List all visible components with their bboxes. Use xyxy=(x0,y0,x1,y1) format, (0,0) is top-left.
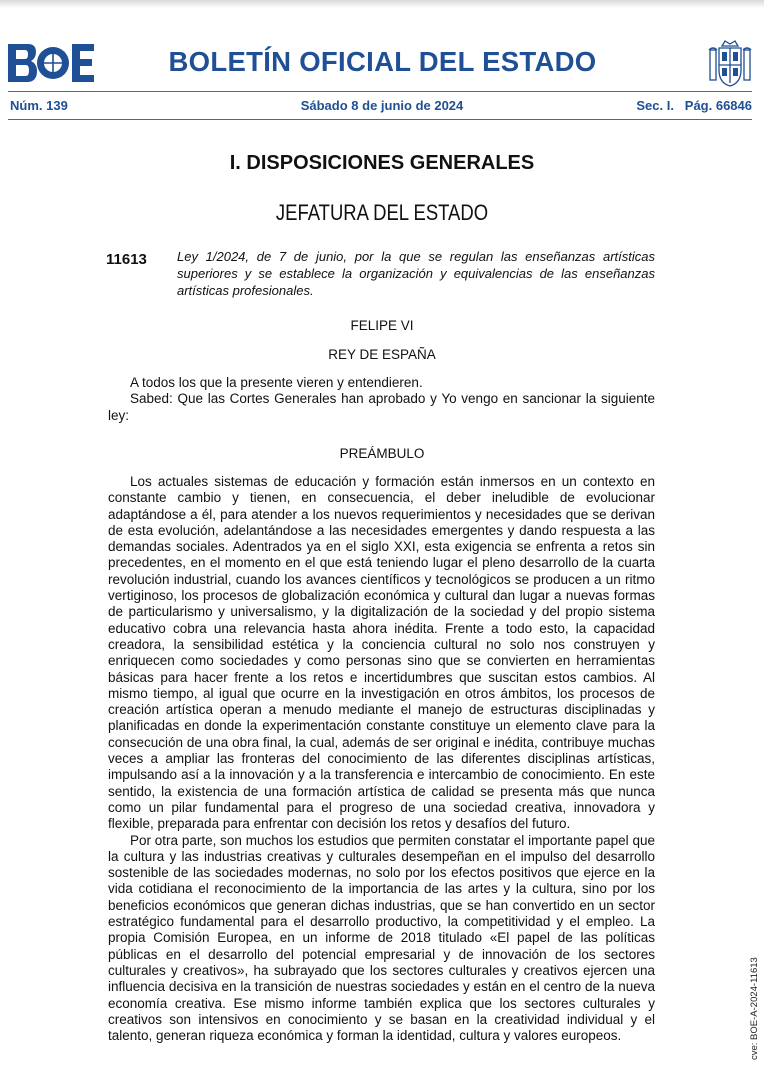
issue-date: Sábado 8 de junio de 2024 xyxy=(300,98,464,113)
document-number: 11613 xyxy=(106,251,147,268)
intro-paragraph: A todos los que la presente vieren y entendieren. xyxy=(130,375,423,390)
section-title: I. DISPOSICIONES GENERALES xyxy=(229,152,535,174)
document-title: Ley 1/2024, de 7 de junio, por la que se regulan las enseñanzas artísticas superiores y se establece la organización y equivalencias de las enseñanzas artísticas profesionales. xyxy=(177,249,655,298)
intro-paragraph: Sabed: Que las Cortes Generales han aprobado y Yo vengo en sancionar la siguiente ley: xyxy=(108,391,655,423)
king-title: REY DE ESPAÑA xyxy=(328,347,436,362)
preamble-text xyxy=(108,474,655,1044)
gazette-title: BOLETÍN OFICIAL DEL ESTADO xyxy=(168,46,597,77)
boe-logo xyxy=(8,44,94,82)
header-rule-top xyxy=(8,91,752,92)
king-name: FELIPE VI xyxy=(350,318,414,333)
preamble-paragraph: Por otra parte, son muchos los estudios que permiten constatar el importante papel que la cultura y las industrias creativas y culturales desempeñan en el impulso del desarrollo sostenible de las sociedades modernas, no solo por los efectos positivos que ejerce en la vida cotidiana el reconocimiento de la importancia de las artes y la cultura, sino por los beneficios económicos que generan dichas industrias, que se han convertido en un sector estratégico fundamental para el desarrollo productivo, la competitividad y el empleo. La propia Comisión Europea, en un informe de 2018 titulado «El papel de las políticas públicas en el desarrollo del potencial empresarial y de innovación de los sectores culturales y creativos», ha subrayado que los sectores culturales y creativos ejercen una influencia decisiva en la transición de nuestras sociedades y están en el centro de la nueva economía creativa. Ese mismo informe también explica que los sectores culturales y creativos son intensivos en conocimiento y se basan en la creatividad individual y el talento, generan riqueza económica y forman la identidad, cultura y valores europeos. xyxy=(108,832,655,1044)
department-title: JEFATURA DEL ESTADO xyxy=(275,200,489,225)
issue-number: Núm. 139 xyxy=(10,98,68,113)
cve-code: cve: BOE-A-2024-11613 xyxy=(749,957,760,1060)
page-top-shadow xyxy=(0,0,764,8)
section-page: Sec. I. Pág. 66846 xyxy=(636,98,752,113)
preamble-paragraph: Los actuales sistemas de educación y formación están inmersos en un contexto en constante cambio y tienen, en consecuencia, el deber ineludible de evolucionar adaptándose a él, para atender a los nuevos requerimientos y necesidades que se derivan de esta evolución, adelantándose a las necesidades emergentes y dando respuesta a las demandas sociales. Adentrados ya en el siglo XXI, esta exigencia se enfrenta a retos sin precedentes, en el momento en el que está teniendo lugar el pleno desarrollo de la cuarta revolución industrial, cuando los avances científicos y tecnológicos se producen a un ritmo vertiginoso, los procesos de globalización económica y cultural dan lugar a nuevas formas de particularismo y universalismo, y la digitalización de la sociedad y del propio sistema educativo cobra una relevancia hasta ahora inédita. Frente a todo esto, la capacidad creadora, la sensibilidad estética y la conciencia cultural no solo nos construyen y enriquecen como sociedades y como personas sino que se convierten en herramientas básicas para hacer frente a los retos e incertidumbres que suscitan estos cambios. Al mismo tiempo, al igual que ocurre en la investigación en otros ámbitos, los procesos de creación artística operan a menudo mediante el manejo de estructuras disciplinadas y planificadas en donde la experimentación constante constituye un elemento clave para la consecución de una obra final, la cual, además de ser original e inédita, contribuye muchas veces a ampliar las fronteras del conocimiento de las diferentes disciplinas artísticas, impulsando así a la innovación y a la transferencia e intercambio de conocimiento. En este sentido, la existencia de una formación artística de calidad se presenta más que nunca como un pilar fundamental para el progreso de una sociedad creativa, innovadora y flexible, preparada para enfrentar con decisión los retos y desafíos del futuro. xyxy=(108,474,655,832)
header-rule-bottom xyxy=(8,119,752,120)
preamble-heading: PREÁMBULO xyxy=(339,446,425,461)
coat-of-arms-icon xyxy=(707,38,753,88)
promulgation-text xyxy=(108,375,655,424)
